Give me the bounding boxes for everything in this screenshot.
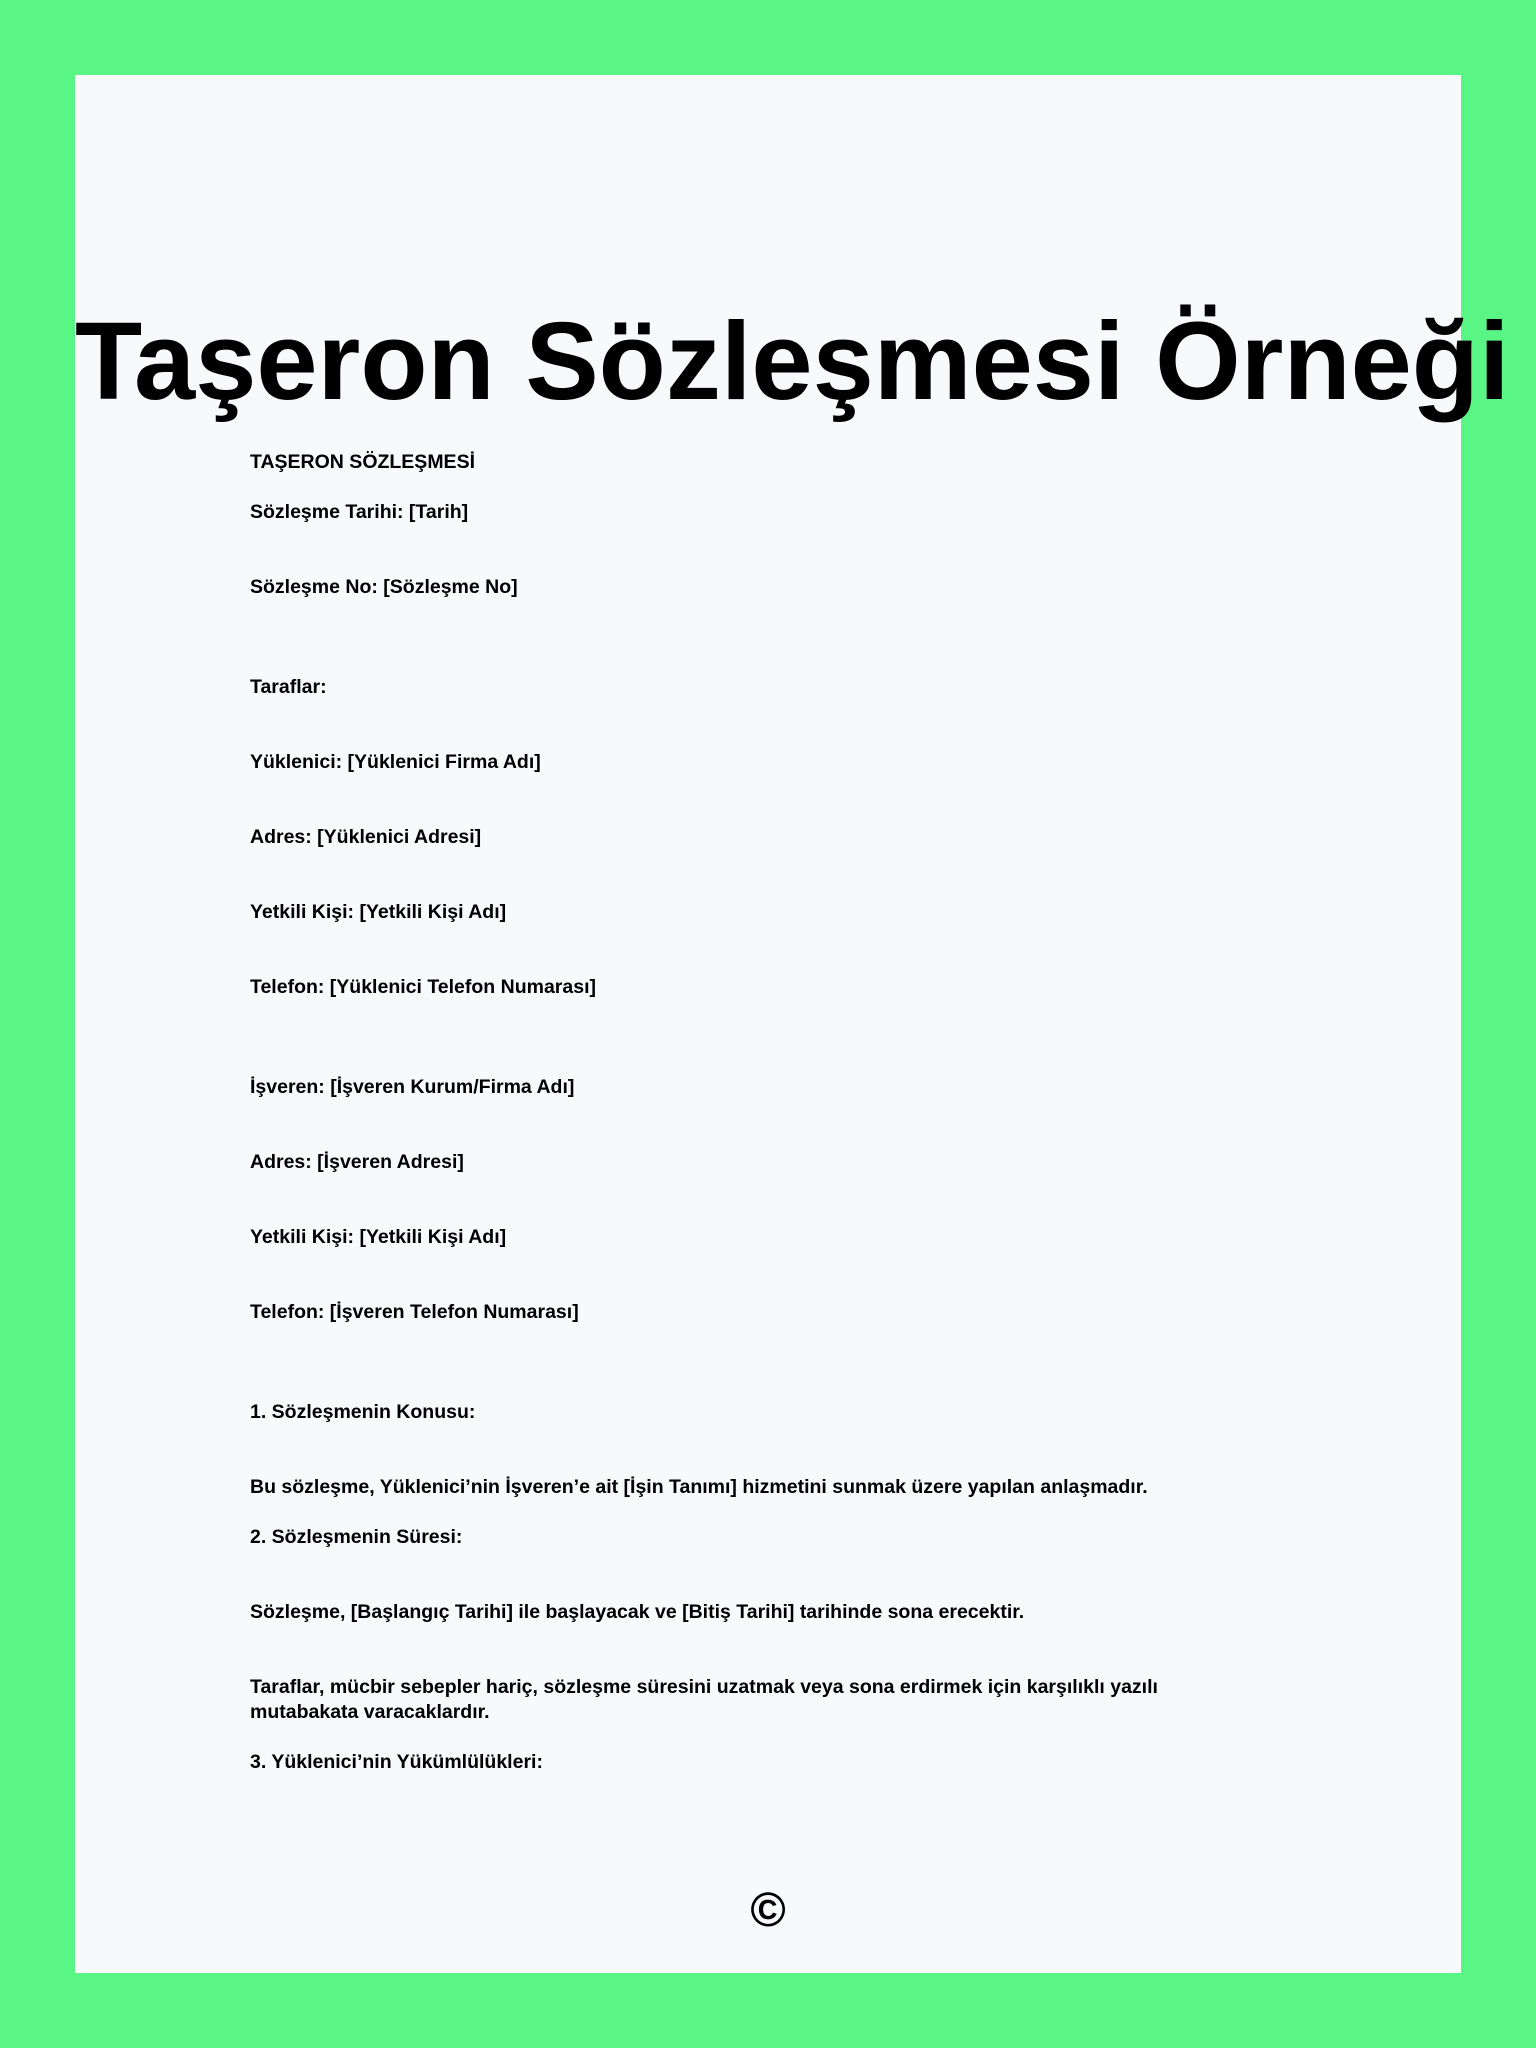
employer-phone: Telefon: [İşveren Telefon Numarası] [250, 1301, 579, 1323]
parties-heading: Taraflar: [250, 676, 327, 698]
section-2-extension-text: Taraflar, mücbir sebepler hariç, sözleşme süresini uzatmak veya sona erdirmek için karşılıklı yazılı mutabakata varacaklardır. [250, 1676, 1158, 1723]
copyright-icon: © [750, 1884, 786, 1937]
page-title: Taşeron Sözleşmesi Örneği [75, 300, 1510, 423]
contract-heading: TAŞERON SÖZLEŞMESİ [250, 451, 475, 473]
contract-date: Sözleşme Tarihi: [Tarih] [250, 501, 469, 523]
employer-authorized-person: Yetkili Kişi: [Yetkili Kişi Adı] [250, 1226, 507, 1248]
contractor-name: Yüklenici: [Yüklenici Firma Adı] [250, 751, 541, 773]
contractor-phone: Telefon: [Yüklenici Telefon Numarası] [250, 976, 597, 998]
section-3-heading: 3. Yüklenici’nin Yükümlülükleri: [250, 1751, 543, 1773]
section-1-heading: 1. Sözleşmenin Konusu: [250, 1401, 476, 1423]
employer-address: Adres: [İşveren Adresi] [250, 1151, 464, 1173]
section-2-text: Sözleşme, [Başlangıç Tarihi] ile başlayacak ve [Bitiş Tarihi] tarihinde sona erecektir. [250, 1601, 1025, 1623]
contractor-authorized-person: Yetkili Kişi: [Yetkili Kişi Adı] [250, 901, 507, 923]
employer-name: İşveren: [İşveren Kurum/Firma Adı] [250, 1076, 575, 1098]
document-page [75, 75, 1510, 1973]
contractor-address: Adres: [Yüklenici Adresi] [250, 826, 482, 848]
contract-number: Sözleşme No: [Sözleşme No] [250, 576, 518, 598]
section-2-heading: 2. Sözleşmenin Süresi: [250, 1526, 463, 1548]
section-1-text: Bu sözleşme, Yüklenici’nin İşveren’e ait [İşin Tanımı] hizmetini sunmak üzere yapılan anlaşmadır. [250, 1476, 1148, 1498]
